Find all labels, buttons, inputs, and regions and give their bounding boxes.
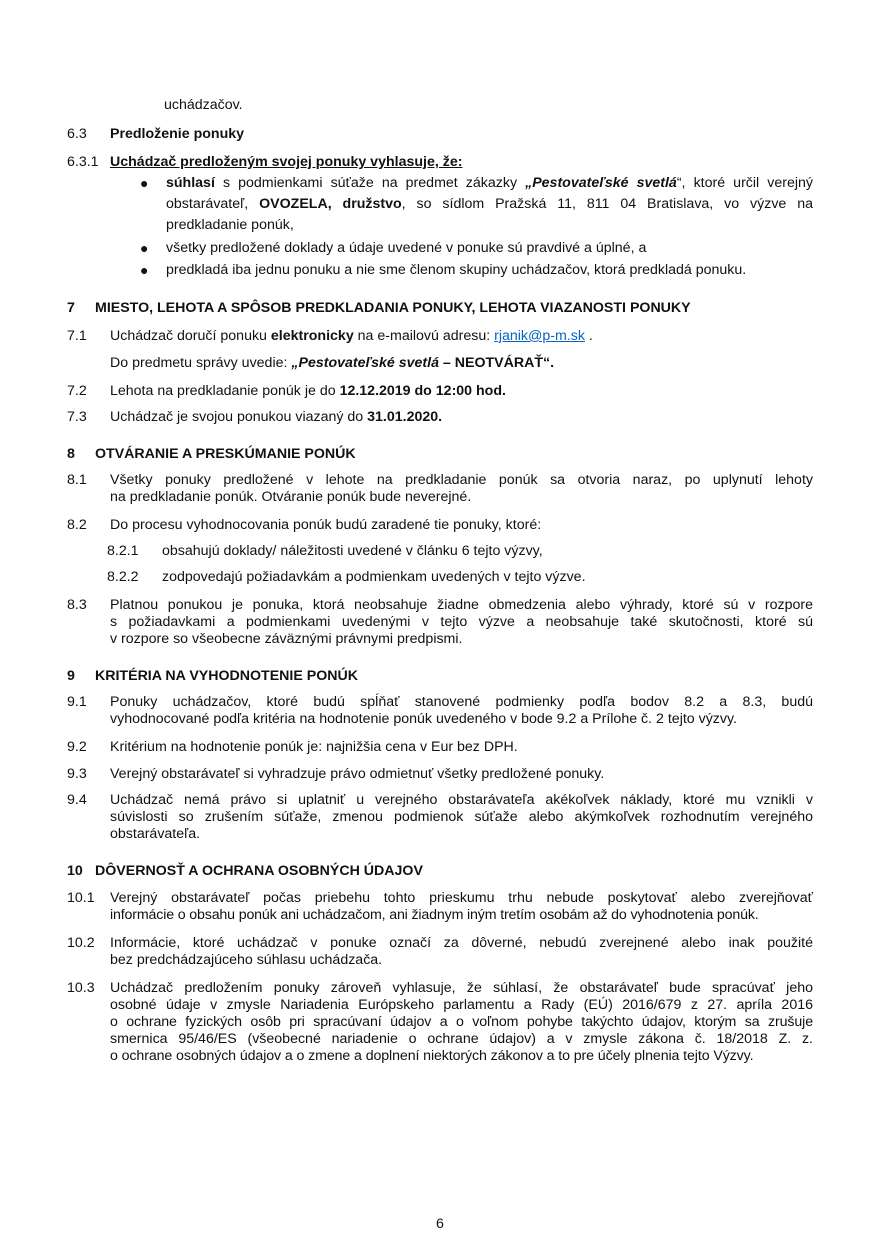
list-item: súhlasí s podmienkami súťaže na predmet zákazky „Pestovateľské svetlá“, ktoré určil verejný [166, 175, 813, 191]
section-number: 9.2 [67, 739, 87, 755]
paragraph: Kritérium na hodnotenie ponúk je: najnižšia cena v Eur bez DPH. [110, 739, 518, 755]
section-heading: MIESTO, LEHOTA A SPÔSOB PREDKLADANIA PONUKY, LEHOTA VIAZANOSTI PONUKY [95, 300, 691, 316]
paragraph-line: Uchádzač nemá právo si uplatniť u verejného obstarávateľa akékoľvek náklady, ktoré mu vznikli v [110, 792, 813, 808]
section-number: 10.3 [67, 980, 95, 996]
paragraph-line: Ponuky uchádzačov, ktoré budú spĺňať stanovené podmienky podľa bodov 8.2 a 8.3, budú [110, 694, 813, 710]
section-number: 9.3 [67, 766, 87, 782]
section-number: 9.4 [67, 792, 87, 808]
paragraph-line: osobné údaje v zmysle Nariadenia Európskeho parlamentu a Rady (EÚ) 2016/679 z 27. apríla 2016 [110, 997, 813, 1013]
section-number: 7 [67, 300, 75, 316]
section-number: 6.3 [67, 126, 87, 142]
paragraph-line: bez predchádzajúceho súhlasu uchádzača. [110, 952, 383, 968]
section-heading: DÔVERNOSŤ A OCHRANA OSOBNÝCH ÚDAJOV [95, 863, 423, 879]
section-heading: KRITÉRIA NA VYHODNOTENIE PONÚK [95, 668, 359, 684]
paragraph-line: o ochrane osobných údajov a o zmene a doplnení niektorých zákonov a to pre účely plnenia tejto Výzvy. [110, 1048, 754, 1064]
paragraph: Do predmetu správy uvedie: „Pestovateľské svetlá – NEOTVÁRAŤ“. [110, 355, 555, 371]
paragraph: Do procesu vyhodnocovania ponúk budú zaradené tie ponuky, ktoré: [110, 517, 542, 533]
paragraph-line: Platnou ponukou je ponuka, ktorá neobsahuje žiadne obmedzenia alebo výhrady, ktoré sú v rozpore [110, 597, 813, 613]
list-item-line: obstarávateľ, OVOZELA, družstvo, so sídlom Pražská 11, 811 04 Bratislava, vo výzve na [166, 196, 813, 212]
paragraph: Verejný obstarávateľ si vyhradzuje právo odmietnuť všetky predložené ponuky. [110, 766, 605, 782]
section-number: 9 [67, 668, 75, 684]
section-number: 8 [67, 446, 75, 462]
section-number: 10.2 [67, 935, 95, 951]
section-number: 7.1 [67, 328, 87, 344]
section-heading: OTVÁRANIE A PRESKÚMANIE PONÚK [95, 446, 356, 462]
paragraph: Uchádzač doručí ponuku elektronicky na e-mailovú adresu: rjanik@p-m.sk . [110, 328, 593, 344]
bullet-icon: ● [140, 240, 149, 256]
paragraph-line: o ochrane fyzických osôb pri spracúvaní údajov a o voľnom pohybe takýchto údajov, ktorým sa zrušuje [110, 1014, 813, 1030]
paragraph-line: súvislosti so zrušením súťaže, zmenou podmienok súťaže alebo akýmkoľvek rozhodnutím verejného [110, 809, 813, 825]
list-item-line: predkladanie ponúk, [166, 217, 294, 233]
section-number: 6.3.1 [67, 154, 99, 170]
paragraph-line: smernica 95/46/ES (všeobecné nariadenie o ochrane údajov) a v zmysle zákona č. 18/2018 Z. z. [110, 1031, 813, 1047]
section-number: 9.1 [67, 694, 87, 710]
paragraph: zodpovedajú požiadavkám a podmienkam uvedených v tejto výzve. [162, 569, 586, 585]
paragraph-line: Informácie, ktoré uchádzač v ponuke označí za dôverné, nebudú zverejnené alebo inak použité [110, 935, 813, 951]
subsection-number: 8.2.2 [107, 569, 139, 585]
section-number: 8.3 [67, 597, 87, 613]
section-number: 8.2 [67, 517, 87, 533]
paragraph-line: informácie o obsahu ponúk ani uchádzačom, ani žiadnym iným tretím osobám až do vyhodnotenia ponúk. [110, 907, 759, 923]
continuation-text: uchádzačov. [164, 97, 243, 113]
paragraph-line: na predkladanie ponúk. Otváranie ponúk bude neverejné. [110, 489, 472, 505]
list-item: všetky predložené doklady a údaje uvedené v ponuke sú pravdivé a úplné, a [166, 240, 647, 256]
bullet-icon: ● [140, 262, 149, 278]
section-number: 8.1 [67, 472, 87, 488]
paragraph-line: Uchádzač predložením ponuky zároveň vyhlasuje, že súhlasí, že obstarávateľ bude spracúvať jeho [110, 980, 813, 996]
subsection-number: 8.2.1 [107, 543, 139, 559]
paragraph-line: s požiadavkami a podmienkami uvedenými v tejto výzve a neobsahuje také skutočnosti, ktoré sú [110, 614, 813, 630]
section-number: 7.3 [67, 409, 87, 425]
page-number: 6 [436, 1216, 444, 1232]
list-item: predkladá iba jednu ponuku a nie sme členom skupiny uchádzačov, ktorá predkladá ponuku. [166, 262, 747, 278]
paragraph-line: obstarávateľa. [110, 826, 201, 842]
paragraph: obsahujú doklady/ náležitosti uvedené v článku 6 tejto výzvy, [162, 543, 543, 559]
section-heading: Predloženie ponuky [110, 126, 245, 142]
section-number: 10.1 [67, 890, 95, 906]
section-number: 10 [67, 863, 83, 879]
email-link[interactable]: rjanik@p-m.sk [494, 328, 585, 344]
paragraph-line: v rozpore so všeobecne záväznými právnymi predpismi. [110, 631, 463, 647]
paragraph-line: Všetky ponuky predložené v lehote na predkladanie ponúk sa otvoria naraz, po uplynutí lehoty [110, 472, 813, 488]
paragraph-line: vyhodnocované podľa kritéria na hodnotenie ponúk uvedeného v bode 9.2 a Prílohe č. 2 tejto výzvy. [110, 711, 737, 727]
bullet-icon: ● [140, 175, 149, 191]
section-heading: Uchádzač predloženým svojej ponuky vyhlasuje, že: [110, 154, 463, 170]
paragraph-line: Verejný obstarávateľ počas priebehu tohto prieskumu trhu nebude poskytovať alebo zverejňovať [110, 890, 813, 906]
section-number: 7.2 [67, 383, 87, 399]
paragraph: Lehota na predkladanie ponúk je do 12.12.2019 do 12:00 hod. [110, 383, 506, 399]
paragraph: Uchádzač je svojou ponukou viazaný do 31.01.2020. [110, 409, 443, 425]
